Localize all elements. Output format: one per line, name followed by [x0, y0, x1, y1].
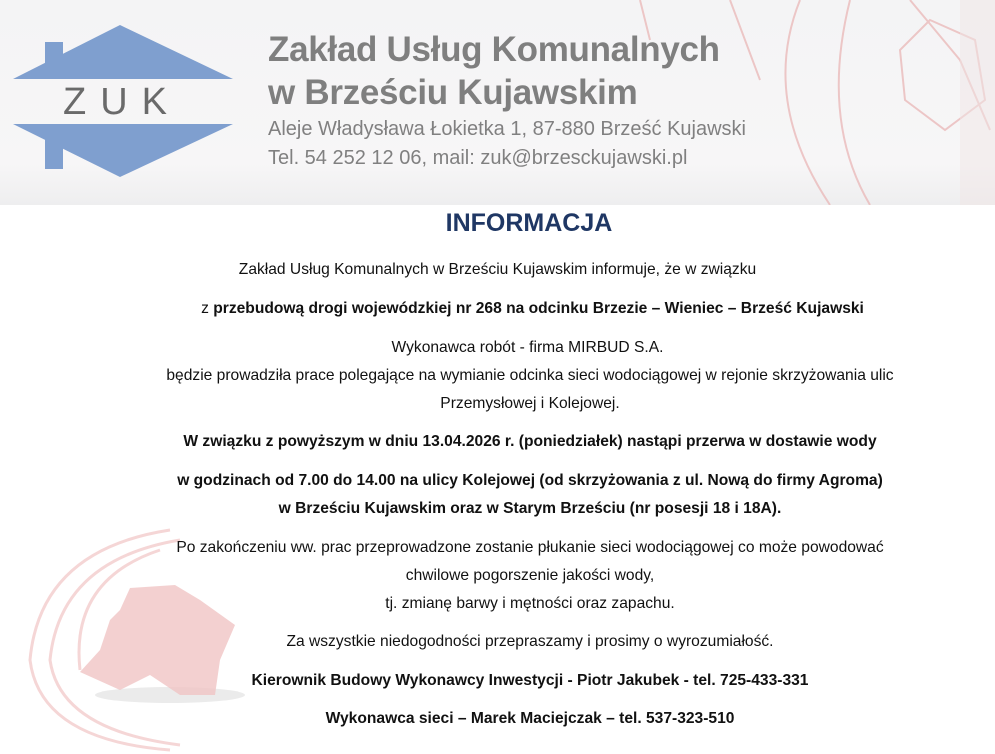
notice-p5: Przemysłowej i Kolejowej. [440, 395, 620, 412]
notice-p9: Po zakończeniu ww. prac przeprowadzone zostanie płukanie sieci wodociągowej co może powodować [176, 539, 884, 556]
notice-p4: będzie prowadziła prace polegające na wymianie odcinka sieci wodociągowej w rejonie skrzyżowania ulic [166, 367, 894, 384]
zuk-logo [10, 22, 240, 182]
notice-p8: w Brześciu Kujawskim oraz w Starym Brześciu (nr posesji 18 i 18A). [278, 500, 782, 517]
notice-p2-prefix: z [201, 300, 214, 317]
notice-p7: w godzinach od 7.00 do 14.00 na ulicy Kolejowej (od skrzyżowania z ul. Nową do firmy Agroma) [177, 472, 883, 489]
org-name-line2: w Brześciu Kujawskim [268, 73, 638, 112]
org-contact: Tel. 54 252 12 06, mail: zuk@brzesckujawski.pl [268, 147, 688, 169]
notice-p3: Wykonawca robót - firma MIRBUD S.A. [391, 339, 664, 356]
notice-p10: chwilowe pogorszenie jakości wody, [405, 567, 655, 584]
notice-p1: Zakład Usług Komunalnych w Brześciu Kujawskim informuje, że w związku [238, 261, 757, 278]
org-name-line1: Zakład Usług Komunalnych [268, 30, 720, 69]
org-address: Aleje Władysława Łokietka 1, 87-880 Brześć Kujawski [268, 118, 746, 140]
notice-p13: Kierownik Budowy Wykonawcy Inwestycji - Piotr Jakubek - tel. 725-433-331 [251, 672, 809, 689]
notice-title: INFORMACJA [445, 209, 613, 237]
notice-p14: Wykonawca sieci – Marek Maciejczak – tel. 537-323-510 [325, 710, 735, 727]
notice-p2 [0, 300, 995, 318]
notice-p11: tj. zmianę barwy i mętności oraz zapachu. [385, 595, 675, 612]
notice-p6: W związku z powyższym w dniu 13.04.2026 r. (poniedziałek) nastąpi przerwa w dostawie wody [183, 433, 877, 450]
notice-p12: Za wszystkie niedogodności przepraszamy i prosimy o wyrozumiałość. [286, 633, 774, 650]
letterhead [0, 0, 995, 205]
logo-text: ZUK [63, 81, 181, 123]
notice-p2-bold: przebudową drogi wojewódzkiej nr 268 na odcinku Brzezie – Wieniec – Brześć Kujawski [213, 300, 864, 317]
